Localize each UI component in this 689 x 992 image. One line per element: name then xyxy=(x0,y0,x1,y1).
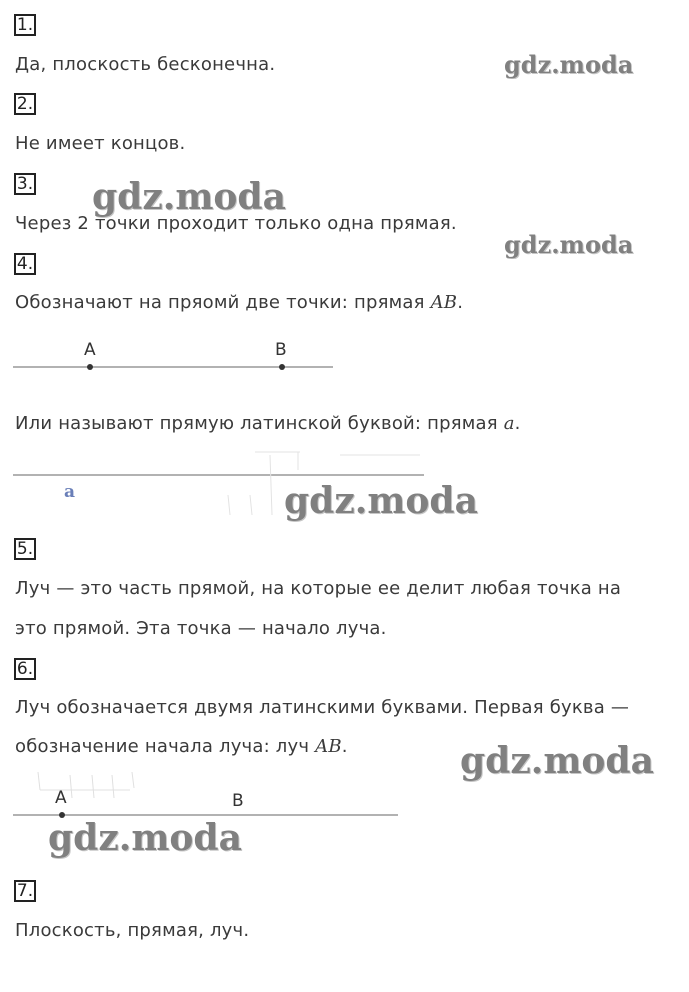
watermark: gdz.moda xyxy=(284,480,478,522)
item-number-6: 6. xyxy=(14,658,36,680)
item-4-text-line2: Или называют прямую латинской буквой: прямая a. xyxy=(15,413,521,434)
item-4-text-line1: Обозначают на пряомй две точки: прямая AB. xyxy=(15,292,464,313)
item-number-5: 5. xyxy=(14,538,36,560)
item-number-1: 1. xyxy=(14,14,36,36)
point-a-label: A xyxy=(84,340,96,360)
item-3-text: Через 2 точки проходит только одна прямая. xyxy=(15,213,457,234)
ray-point-a-label: A xyxy=(55,788,67,808)
item-number-7: 7. xyxy=(14,880,36,902)
point-b-label: B xyxy=(275,340,287,360)
item-1-text: Да, плоскость бесконечна. xyxy=(15,54,276,75)
ray-point-b-label: B xyxy=(232,791,244,811)
watermark: gdz.moda xyxy=(92,176,286,218)
item-number-4: 4. xyxy=(14,253,36,275)
item-6-text-line2: обозначение начала луча: луч AB. xyxy=(15,736,348,757)
watermark: gdz.moda xyxy=(504,50,634,79)
item-number-2: 2. xyxy=(14,93,36,115)
watermark: gdz.moda xyxy=(460,740,654,782)
item-5-text-line1: Луч — это часть прямой, на которые ее делит любая точка на xyxy=(15,578,622,599)
watermark: gdz.moda xyxy=(504,230,634,259)
item-number-3: 3. xyxy=(14,173,36,195)
item-2-text: Не имеет концов. xyxy=(15,133,186,154)
item-7-text: Плоскость, прямая, луч. xyxy=(15,920,250,941)
watermark: gdz.moda xyxy=(48,817,242,859)
item-5-text-line2: это прямой. Эта точка — начало луча. xyxy=(15,618,387,639)
item-6-text-line1: Луч обозначается двумя латинскими буквами. Первая буква — xyxy=(15,697,630,718)
line-a-label: a xyxy=(64,482,76,502)
